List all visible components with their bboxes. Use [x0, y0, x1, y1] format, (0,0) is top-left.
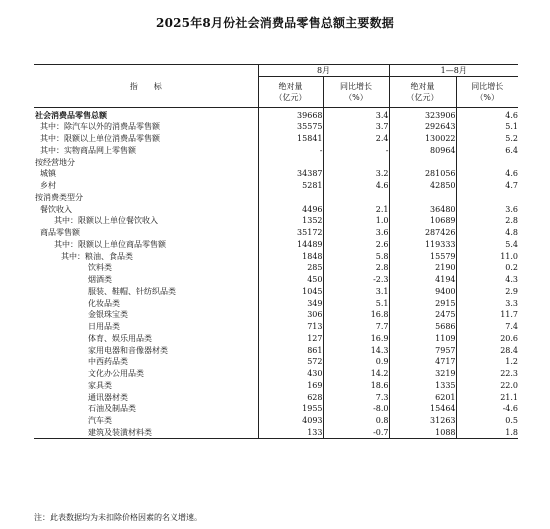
cell-abs-value-month: 1955: [258, 403, 323, 415]
row-label: 石油及制品类: [88, 404, 136, 414]
cell-abs-value-ytd: 1109: [389, 333, 456, 345]
cell-growth-month: 14.3: [323, 344, 389, 356]
table-row: [34, 321, 518, 333]
cell-growth-month: 0.9: [323, 356, 389, 368]
header-abs-value-month: 绝对量 （亿元）: [258, 77, 323, 108]
cell-growth-month: -: [323, 145, 389, 157]
cell-abs-value-ytd: 292643: [389, 121, 456, 133]
cell-abs-value-month: 349: [258, 297, 323, 309]
cell-growth-ytd: 3.3: [456, 297, 518, 309]
cell-abs-value-month: -: [258, 145, 323, 157]
cell-growth-ytd: 4.3: [456, 274, 518, 286]
cell-abs-value-month: 450: [258, 274, 323, 286]
cell-growth-month: 1.0: [323, 215, 389, 227]
cell-growth-ytd: [456, 156, 518, 168]
cell-abs-value-month: 35172: [258, 227, 323, 239]
cell-abs-value-ytd: 9400: [389, 286, 456, 298]
table-row: [34, 344, 518, 356]
row-label: 通讯器材类: [88, 392, 128, 402]
cell-growth-month: -2.3: [323, 274, 389, 286]
table-row: [34, 286, 518, 298]
cell-growth-month: 2.8: [323, 262, 389, 274]
table-row: [34, 391, 518, 403]
row-label: 城镇: [40, 169, 56, 179]
cell-abs-value-month: 1352: [258, 215, 323, 227]
cell-growth-ytd: 0.5: [456, 415, 518, 427]
cell-growth-month: 16.8: [323, 309, 389, 321]
cell-growth-month: 18.6: [323, 380, 389, 392]
table-row: [34, 415, 518, 427]
table-row: [34, 239, 518, 251]
cell-abs-value-month: 127: [258, 333, 323, 345]
cell-growth-ytd: 2.8: [456, 215, 518, 227]
cell-growth-month: 2.1: [323, 203, 389, 215]
cell-abs-value-ytd: 80964: [389, 145, 456, 157]
cell-growth-ytd: 4.8: [456, 227, 518, 239]
table-row: [34, 145, 518, 157]
cell-abs-value-month: 285: [258, 262, 323, 274]
cell-growth-ytd: 5.2: [456, 133, 518, 145]
cell-abs-value-month: 34387: [258, 168, 323, 180]
row-label: 按消费类型分: [35, 192, 83, 202]
row-label: 其中：除汽车以外的消费品零售额: [40, 122, 160, 132]
row-label: 烟酒类: [88, 275, 112, 285]
cell-growth-month: 5.1: [323, 297, 389, 309]
cell-abs-value-ytd: 42850: [389, 180, 456, 192]
cell-growth-month: 3.6: [323, 227, 389, 239]
table-row: [34, 427, 518, 439]
cell-growth-month: 7.7: [323, 321, 389, 333]
cell-growth-month: 7.3: [323, 391, 389, 403]
row-label: 日用品类: [88, 322, 120, 332]
table-row: [34, 333, 518, 345]
cell-abs-value-month: [258, 156, 323, 168]
table-row: [34, 203, 518, 215]
cell-abs-value-ytd: 281056: [389, 168, 456, 180]
table-row: [34, 168, 518, 180]
cell-abs-value-month: 15841: [258, 133, 323, 145]
cell-growth-month: [323, 156, 389, 168]
cell-growth-ytd: 3.6: [456, 203, 518, 215]
cell-abs-value-ytd: [389, 192, 456, 204]
cell-growth-month: 14.2: [323, 368, 389, 380]
row-label: 家用电器和音像器材类: [88, 345, 168, 355]
cell-abs-value-ytd: 2190: [389, 262, 456, 274]
cell-growth-ytd: 20.6: [456, 333, 518, 345]
row-label: 乡村: [40, 181, 56, 191]
cell-growth-month: 3.4: [323, 108, 389, 122]
cell-growth-month: 16.9: [323, 333, 389, 345]
cell-abs-value-ytd: 2915: [389, 297, 456, 309]
row-label: 建筑及装潢材料类: [34, 427, 258, 439]
table-row: [34, 121, 518, 133]
cell-abs-value-month: 1848: [258, 250, 323, 262]
table-row: [34, 368, 518, 380]
cell-growth-ytd: [456, 192, 518, 204]
cell-abs-value-ytd: 4717: [389, 356, 456, 368]
row-label: 家具类: [88, 380, 112, 390]
row-label: 其中：实物商品网上零售额: [40, 145, 136, 155]
row-label: 其中：限额以上单位餐饮收入: [54, 216, 158, 226]
row-label: 社会消费品零售总额: [35, 110, 107, 120]
cell-abs-value-month: 713: [258, 321, 323, 333]
cell-abs-value-ytd: 10689: [389, 215, 456, 227]
cell-growth-month: 2.4: [323, 133, 389, 145]
table-row: [34, 380, 518, 392]
cell-growth-ytd: 11.0: [456, 250, 518, 262]
cell-growth-ytd: 5.1: [456, 121, 518, 133]
cell-abs-value-month: 133: [258, 427, 323, 439]
row-label: 按经营地分: [35, 157, 75, 167]
cell-abs-value-ytd: 119333: [389, 239, 456, 251]
cell-abs-value-ytd: 3219: [389, 368, 456, 380]
table-row: [34, 215, 518, 227]
header-growth-ytd: 同比增长 （%）: [456, 77, 518, 108]
table-row: [34, 297, 518, 309]
cell-growth-ytd: 22.0: [456, 380, 518, 392]
table-body: [34, 108, 518, 439]
table-row: [34, 133, 518, 145]
cell-growth-ytd: 6.4: [456, 145, 518, 157]
row-label: 文化办公用品类: [88, 369, 144, 379]
row-label: 商品零售额: [40, 228, 80, 238]
cell-growth-month: 2.6: [323, 239, 389, 251]
table-row: [34, 274, 518, 286]
row-label: 服装、鞋帽、针纺织品类: [88, 286, 176, 296]
cell-abs-value-month: 430: [258, 368, 323, 380]
row-label: 金银珠宝类: [88, 310, 128, 320]
header-abs-value-ytd: 绝对量 （亿元）: [389, 77, 456, 108]
row-label: 化妆品类: [88, 298, 120, 308]
table-row: [34, 356, 518, 368]
cell-abs-value-month: 861: [258, 344, 323, 356]
cell-abs-value-ytd: [389, 156, 456, 168]
cell-abs-value-month: 4093: [258, 415, 323, 427]
row-label: 中西药品类: [88, 357, 128, 367]
cell-abs-value-month: 35575: [258, 121, 323, 133]
cell-growth-ytd: 1.2: [456, 356, 518, 368]
row-label: 其中：粮油、食品类: [61, 251, 133, 261]
cell-growth-month: 0.8: [323, 415, 389, 427]
cell-abs-value-ytd: 323906: [389, 108, 456, 122]
cell-growth-ytd: 0.2: [456, 262, 518, 274]
cell-growth-ytd: 2.9: [456, 286, 518, 298]
table-row: [34, 309, 518, 321]
cell-growth-month: 3.7: [323, 121, 389, 133]
cell-abs-value-ytd: 6201: [389, 391, 456, 403]
cell-growth-ytd: 28.4: [456, 344, 518, 356]
cell-abs-value-ytd: 31263: [389, 415, 456, 427]
cell-abs-value-month: 39668: [258, 108, 323, 122]
table-row: [34, 180, 518, 192]
row-label: 餐饮收入: [40, 204, 72, 214]
cell-abs-value-month: 572: [258, 356, 323, 368]
cell-abs-value-month: 169: [258, 380, 323, 392]
cell-growth-ytd: 1.8: [456, 427, 518, 439]
cell-abs-value-month: 14489: [258, 239, 323, 251]
cell-abs-value-month: 4496: [258, 203, 323, 215]
cell-growth-ytd: 4.6: [456, 168, 518, 180]
cell-growth-month: 3.2: [323, 168, 389, 180]
cell-abs-value-month: [258, 192, 323, 204]
cell-abs-value-ytd: 287426: [389, 227, 456, 239]
retail-sales-table: [34, 64, 518, 439]
cell-abs-value-ytd: 1088: [389, 427, 456, 439]
cell-abs-value-ytd: 1335: [389, 380, 456, 392]
table-row: [34, 262, 518, 274]
cell-abs-value-month: 5281: [258, 180, 323, 192]
cell-abs-value-ytd: 130022: [389, 133, 456, 145]
cell-abs-value-ytd: 4194: [389, 274, 456, 286]
cell-abs-value-month: 628: [258, 391, 323, 403]
cell-growth-month: -8.0: [323, 403, 389, 415]
cell-growth-month: 3.1: [323, 286, 389, 298]
cell-growth-month: 5.8: [323, 250, 389, 262]
row-label: 汽车类: [88, 416, 112, 426]
header-indicator: 指 标: [34, 65, 258, 108]
cell-growth-ytd: 11.7: [456, 309, 518, 321]
cell-growth-ytd: -4.6: [456, 403, 518, 415]
header-period-ytd: 1—8月: [389, 65, 518, 77]
cell-abs-value-ytd: 5686: [389, 321, 456, 333]
table-row: [34, 227, 518, 239]
cell-growth-ytd: 22.3: [456, 368, 518, 380]
header-period-month: 8月: [258, 65, 389, 77]
cell-abs-value-month: 1045: [258, 286, 323, 298]
cell-abs-value-ytd: 15579: [389, 250, 456, 262]
cell-abs-value-ytd: 7957: [389, 344, 456, 356]
row-label: 其中：限额以上单位商品零售额: [54, 239, 166, 249]
table-row: [34, 156, 518, 168]
table-note: 注：此表数据均为未扣除价格因素的名义增速。: [34, 513, 202, 522]
table-row: [34, 403, 518, 415]
table-title: 2025年8月份社会消费品零售总额主要数据: [156, 16, 394, 30]
cell-growth-month: 4.6: [323, 180, 389, 192]
cell-abs-value-ytd: 15464: [389, 403, 456, 415]
header-growth-month: 同比增长 （%）: [323, 77, 389, 108]
cell-growth-ytd: 4.6: [456, 108, 518, 122]
cell-growth-ytd: 7.4: [456, 321, 518, 333]
cell-growth-ytd: 21.1: [456, 391, 518, 403]
cell-growth-ytd: 4.7: [456, 180, 518, 192]
cell-growth-month: -0.7: [323, 427, 389, 439]
cell-growth-ytd: 5.4: [456, 239, 518, 251]
cell-abs-value-month: 306: [258, 309, 323, 321]
row-label: 饮料类: [88, 263, 112, 273]
table-row: [34, 250, 518, 262]
table-row: [34, 108, 518, 122]
row-label: 体育、娱乐用品类: [88, 333, 152, 343]
row-label: 其中：限额以上单位消费品零售额: [40, 134, 160, 144]
table-row: [34, 192, 518, 204]
cell-abs-value-ytd: 36480: [389, 203, 456, 215]
cell-growth-month: [323, 192, 389, 204]
cell-abs-value-ytd: 2475: [389, 309, 456, 321]
